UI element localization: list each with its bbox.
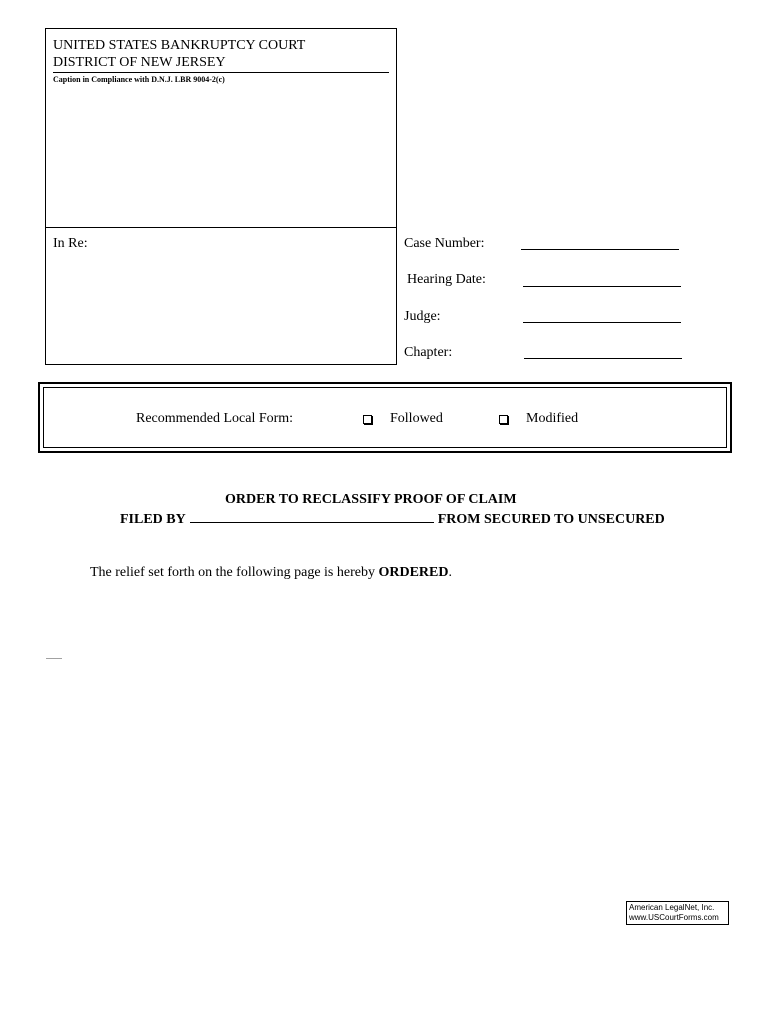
followed-option-label: Followed (390, 411, 443, 426)
judge-field[interactable] (523, 322, 681, 323)
court-name-line1: UNITED STATES BANKRUPTCY COURT (53, 38, 306, 53)
compliance-note: Caption in Compliance with D.N.J. LBR 9004-2(c) (53, 75, 225, 84)
ordered-text: ORDERED (378, 565, 449, 580)
in-re-label: In Re: (53, 236, 88, 251)
hearing-date-label: Hearing Date: (407, 272, 486, 287)
case-number-field[interactable] (521, 249, 679, 250)
filed-by-label: FILED BY (120, 512, 186, 527)
modified-checkbox-icon[interactable] (499, 415, 508, 424)
modified-option-label: Modified (526, 411, 579, 426)
publisher-name: American LegalNet, Inc. (629, 903, 715, 912)
in-re-box (45, 228, 397, 365)
filed-by-blank[interactable] (190, 510, 434, 523)
relief-statement (90, 565, 452, 581)
order-title: ORDER TO RECLASSIFY PROOF OF CLAIM (225, 492, 517, 507)
chapter-field[interactable] (524, 358, 682, 359)
publisher-url: www.USCourtForms.com (629, 913, 719, 922)
local-form-label: Recommended Local Form: (136, 411, 294, 426)
case-number-label: Case Number: (404, 236, 485, 251)
caption-divider (53, 72, 389, 73)
secured-to-unsecured-label: FROM SECURED TO UNSECURED (437, 512, 665, 527)
order-subtitle (120, 510, 665, 528)
court-name-line2: DISTRICT OF NEW JERSEY (53, 55, 226, 70)
hearing-date-field[interactable] (523, 286, 681, 287)
publisher-box (626, 901, 729, 925)
relief-period: . (448, 565, 452, 580)
relief-text: The relief set forth on the following page is hereby (90, 565, 379, 580)
chapter-label: Chapter: (404, 345, 453, 360)
dotted-marker: ........ (46, 652, 62, 661)
followed-checkbox-icon[interactable] (363, 415, 372, 424)
judge-label: Judge: (404, 309, 441, 324)
